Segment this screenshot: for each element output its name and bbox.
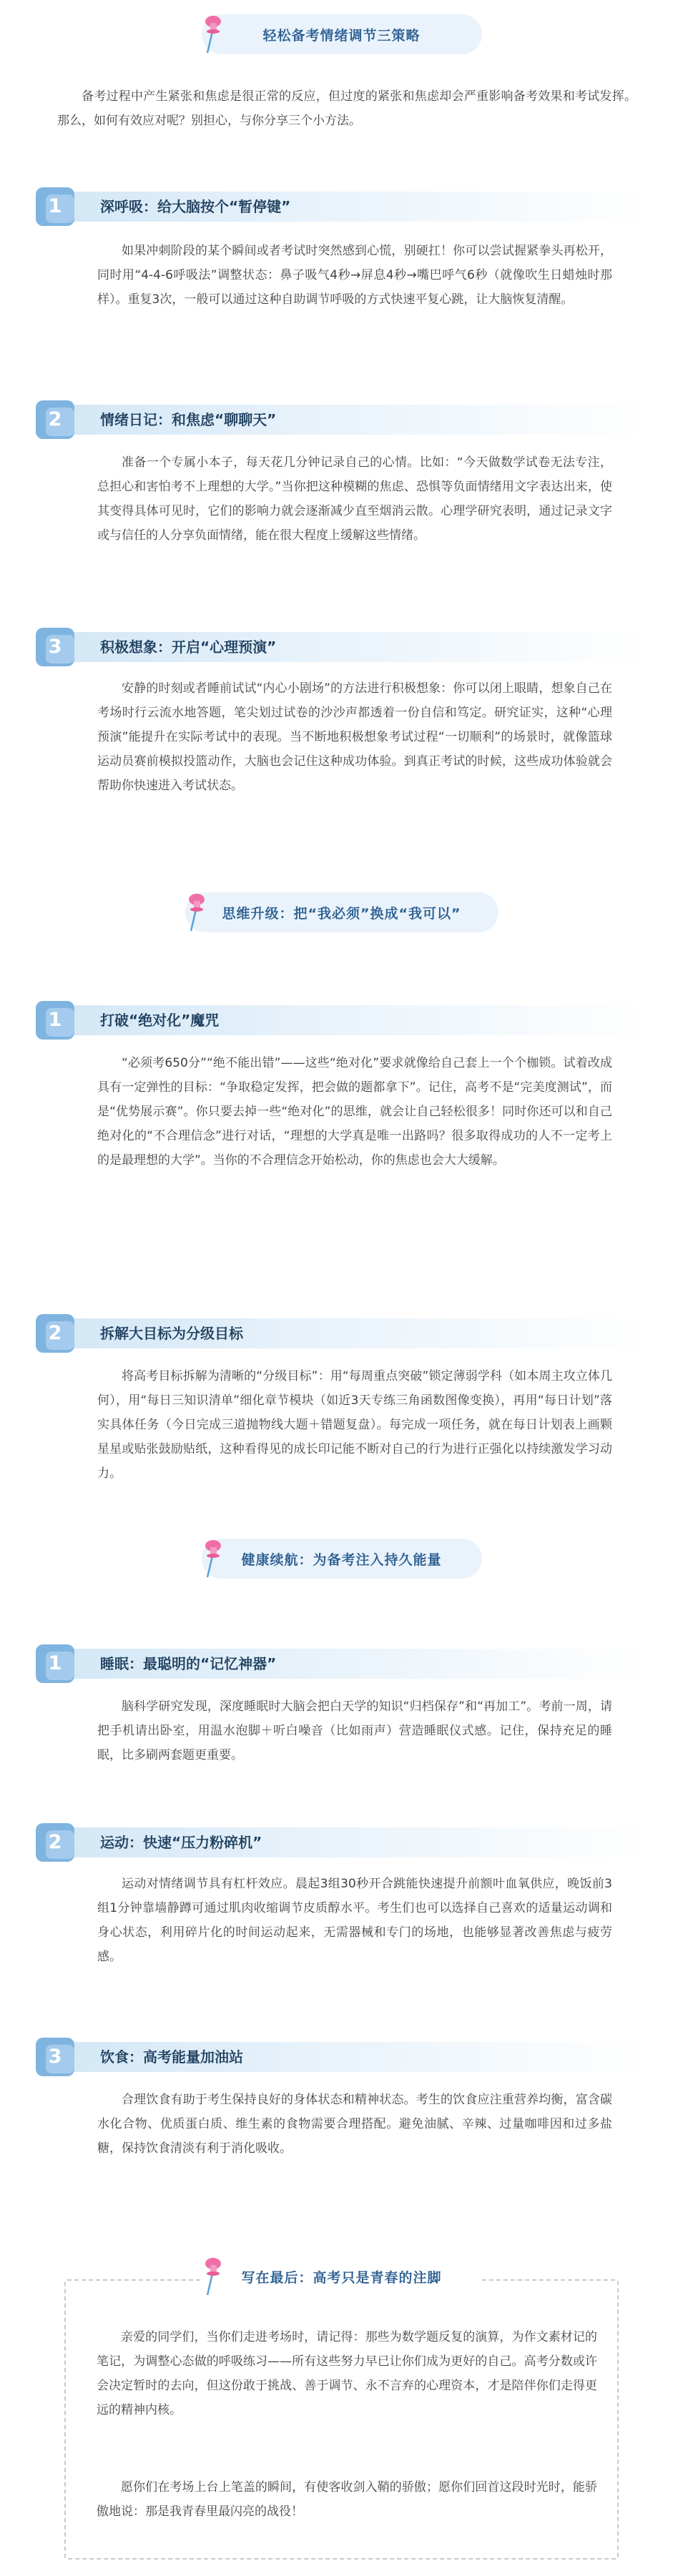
pushpin-icon: [197, 7, 229, 57]
numbered-header: [36, 400, 649, 439]
intro-paragraph: 备考过程中产生紧张和焦虑是很正常的反应，但过度的紧张和焦虑却会严重影响备考效果和考试发挥。那么，如何有效应对呢？别担心，与你分享三个小方法。: [57, 89, 637, 128]
number-badge: 2: [36, 400, 74, 439]
header-title: 睡眠：最聪明的“记忆神器”: [100, 1655, 277, 1672]
numbered-header: [36, 1823, 649, 1862]
numbered-header: [36, 1314, 649, 1353]
numbered-header: [36, 628, 649, 666]
closing-paragraph: 愿你们在考场上台上笔盖的瞬间，有使客收剑入鞘的骄傲；愿你们回首这段时光时，能骄傲地说：那是我青春里最闪亮的战役！: [97, 2480, 597, 2519]
numbered-header: [36, 1001, 649, 1040]
body-paragraph: 将高考目标拆解为清晰的“分级目标”：用“每周重点突破”锁定薄弱学科（如本周主攻立体几何），用“每日三知识清单”细化章节模块（如近3天专练三角函数图像变换），再用“每日计划”落实具体任务（今日完成三道抛物线大题＋错题复盘）。每完成一项任务，就在每日计划表上画颗星星或贴张鼓励贴纸，这种看得见的成长印记能不断对自己的行为进行正强化以持续激发学习动力。: [97, 1369, 612, 1481]
body-paragraph: 运动对情绪调节具有杠杆效应。晨起3组30秒开合跳能快速提升前额叶血氧供应，晚饭前3组1分钟靠墙静蹲可通过肌肉收缩调节皮质醇水平。考生们也可以选择自己喜欢的适量运动调和身心状态，利用碎片化的时间运动起来，无需器械和专门的场地，也能够显著改善焦虑与疲劳感。: [97, 1877, 612, 1964]
numbered-header: [36, 2038, 649, 2076]
section-title: 轻松备考情绪调节三策略: [262, 27, 421, 44]
pushpin-icon: [197, 1531, 229, 1581]
section-banner-health: [202, 1539, 482, 1579]
header-title: 积极想象：开启“心理预演”: [100, 638, 277, 656]
section-title: 思维升级：把“我必须”换成“我可以”: [222, 905, 461, 922]
body-paragraph: 如果冲刺阶段的某个瞬间或者考试时突然感到心慌，别硬扛！你可以尝试握紧拳头再松开，同时用“4-4-6呼吸法”调整状态：鼻子吸气4秒→屏息4秒→嘴巴呼气6秒（就像吹生日蜡烛时那样）。重复3次，一般可以通过这种自助调节呼吸的方式快速平复心跳，让大脑恢复清醒。: [97, 244, 612, 307]
pushpin-icon: [181, 885, 212, 935]
body-paragraph: 脑科学研究发现，深度睡眠时大脑会把白天学的知识“归档保存”和“再加工”。考前一周，请把手机请出卧室，用温水泡脚＋听白噪音（比如雨声）营造睡眠仪式感。记住，保持充足的睡眠，比多刷两套题更重要。: [97, 1699, 612, 1762]
number-badge: 1: [36, 1001, 74, 1040]
number-badge: 2: [36, 1823, 74, 1862]
body-paragraph: 准备一个专属小本子，每天花几分钟记录自己的心情。比如：“今天做数学试卷无法专注，总担心和害怕考不上理想的大学。”当你把这种模糊的焦虑、恐惧等负面情绪用文字表达出来，使其变得具体可见时，它们的影响力就会逐渐减少直至烟消云散。心理学研究表明，通过记录文字或与信任的人分享负面情绪，能在很大程度上缓解这些情绪。: [97, 455, 612, 543]
header-title: 情绪日记：和焦虑“聊聊天”: [100, 411, 277, 428]
closing-banner: [202, 2256, 482, 2296]
numbered-header: [36, 187, 649, 226]
closing-title: 写在最后：高考只是青春的注脚: [241, 2269, 442, 2286]
header-title: 打破“绝对化”魔咒: [100, 1012, 220, 1029]
section-title: 健康续航：为备考注入持久能量: [241, 1551, 442, 1568]
section-banner-strategies: [202, 14, 482, 54]
closing-paragraph: 亲爱的同学们，当你们走进考场时，请记得：那些为数学题反复的演算，为作文素材记的笔记，为调整心态做的呼吸练习——所有这些努力早已让你们成为更好的自己。高考分数或许会决定暂时的去向，但这份敢于挑战、善于调节、永不言弃的心理资本，才是陪伴你们走得更远的精神内核。: [97, 2330, 597, 2417]
header-title: 拆解大目标为分级目标: [100, 1325, 243, 1342]
numbered-header: [36, 1644, 649, 1683]
header-title: 深呼吸：给大脑按个“暂停键”: [100, 198, 291, 215]
body-paragraph: 安静的时刻或者睡前试试“内心小剧场”的方法进行积极想象：你可以闭上眼睛，想象自己在考场时行云流水地答题，笔尖划过试卷的沙沙声都透着一份自信和笃定。研究证实，这种“心理预演”能提升在实际考试中的表现。当不断地积极想象考试过程“一切顺利”的场景时，就像篮球运动员赛前模拟投篮动作，大脑也会记住这种成功体验。到真正考试的时候，这些成功体验就会帮助你快速进入考试状态。: [97, 681, 612, 793]
body-paragraph: “必须考650分”“绝不能出错”——这些“绝对化”要求就像给自己套上一个个枷锁。试着改成具有一定弹性的目标：“争取稳定发挥，把会做的题都拿下”。记住，高考不是“完美度测试”，而是“优势展示赛”。你只要去掉一些“绝对化”的思维，就会让自己轻松很多！同时你还可以和自己绝对化的“不合理信念”进行对话，“理想的大学真是唯一出路吗？很多取得成功的人不一定考上的是最理想的大学”。当你的不合理信念开始松动，你的焦虑也会大大缓解。: [97, 1056, 612, 1168]
header-title: 运动：快速“压力粉碎机”: [100, 1834, 262, 1851]
number-badge: 3: [36, 2038, 74, 2076]
number-badge: 2: [36, 1314, 74, 1353]
section-banner-mindset: [185, 892, 498, 932]
number-badge: 1: [36, 1644, 74, 1683]
body-paragraph: 合理饮食有助于考生保持良好的身体状态和精神状态。考生的饮食应注重营养均衡，富含碳水化合物、优质蛋白质、维生素的食物需要合理搭配。避免油腻、辛辣、过量咖啡因和过多盐糖，保持饮食清淡有利于消化吸收。: [97, 2093, 612, 2156]
header-title: 饮食：高考能量加油站: [100, 2048, 243, 2066]
number-badge: 3: [36, 628, 74, 666]
pushpin-icon: [197, 2249, 229, 2299]
number-badge: 1: [36, 187, 74, 226]
